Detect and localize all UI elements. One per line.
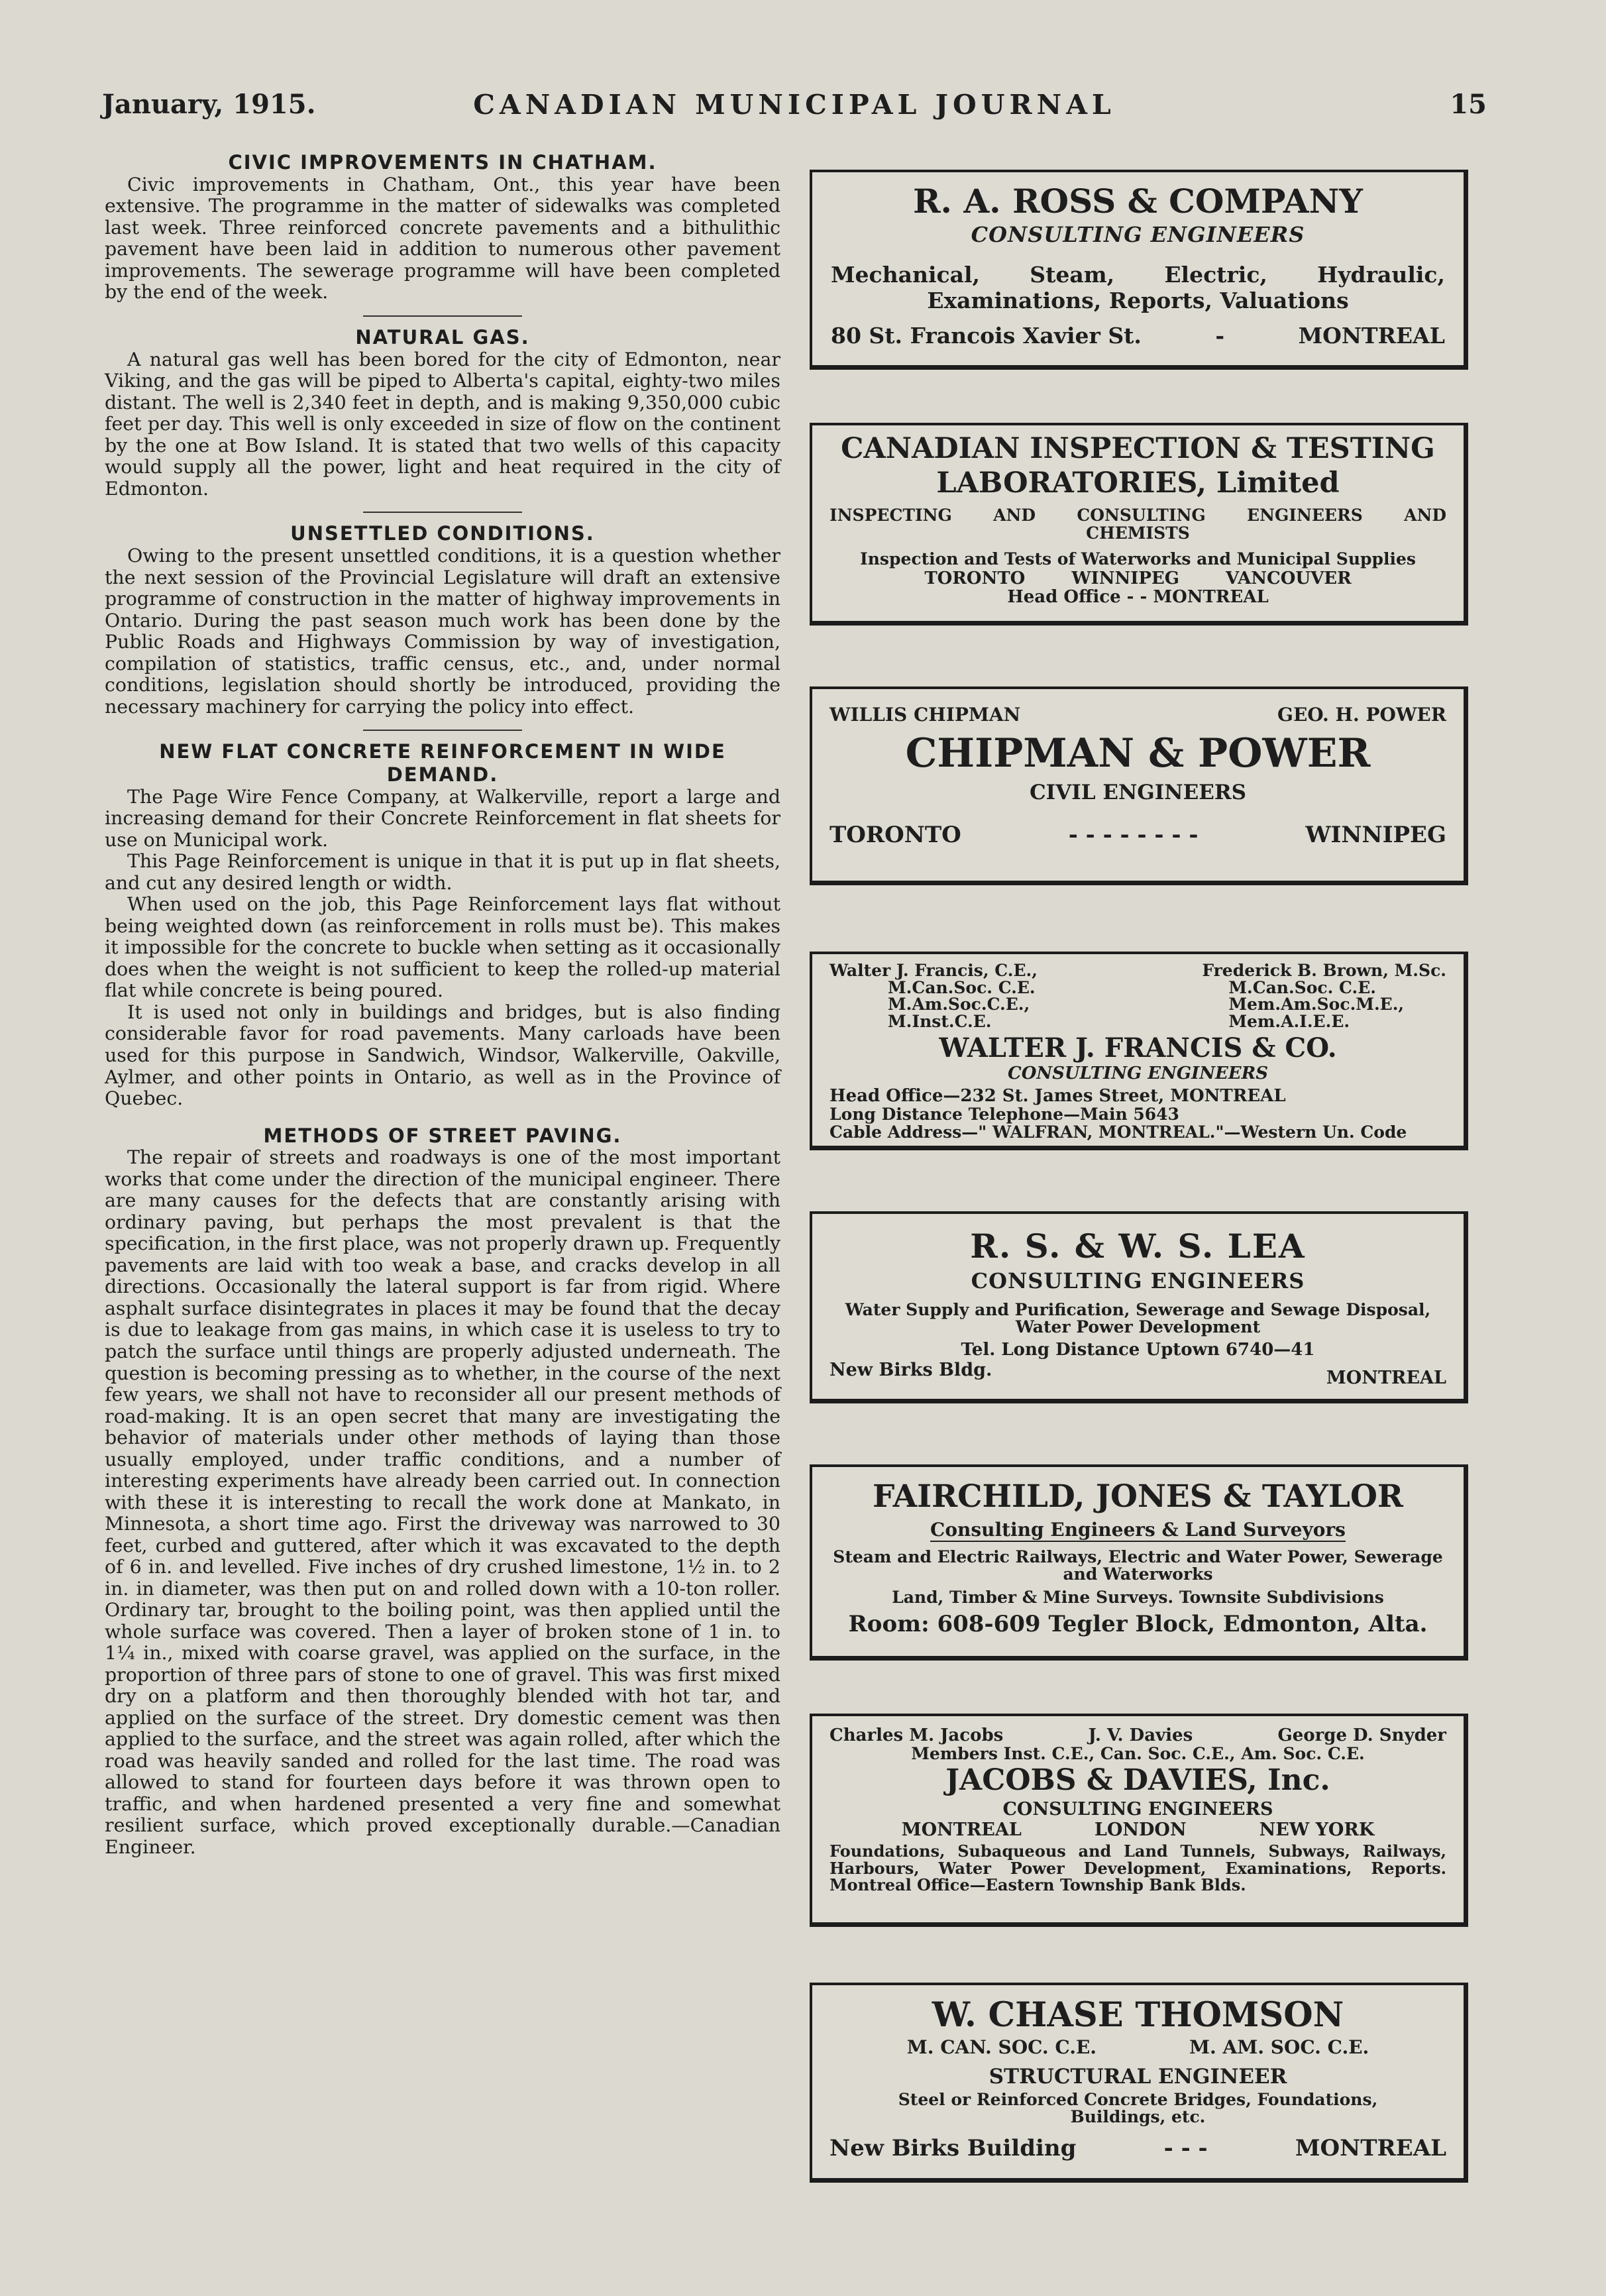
ad-city: TORONTO bbox=[924, 569, 1026, 589]
articles-column bbox=[105, 151, 780, 1858]
ad-services: Land, Timber & Mine Surveys. Townsite Subdivisions bbox=[892, 1587, 1384, 1607]
ad-city: NEW YORK bbox=[1259, 1820, 1375, 1841]
ad-partners bbox=[830, 962, 1446, 1030]
article-paragraph: Owing to the present unsettled conditions, it is a question whether the next session of the Provincial Legislature will draft an extensive programme of construction in the matter of highway improvements in Ontario. During the past season much work has been done by the Public Roads and Highways Commission by way of investigation, compilation of statistics, traffic census, etc., and, under normal conditions, legislation should shortly be introduced, providing the necessary machinery for carrying the policy into effect. bbox=[105, 545, 780, 718]
section-divider bbox=[363, 730, 522, 731]
ad-cities-row bbox=[830, 822, 1446, 848]
ad-credential: M. AM. SOC. C.E. bbox=[1189, 2036, 1369, 2058]
section-divider bbox=[363, 315, 522, 317]
article-paragraph: It is used not only in buildings and bridges, but is also finding considerable favor for road pavements. Many carloads have been used for this purpose in Sandwich, Windsor, Walkerville, Oakville, Aylmer, and other points in Ontario, as well as in the Province of Quebec. bbox=[105, 1001, 780, 1110]
ad-credential: M.Inst.C.E. bbox=[888, 1011, 992, 1031]
ad-partner-name: J. V. Davies bbox=[1088, 1725, 1193, 1745]
ad-address: New Birks Building bbox=[830, 2135, 1077, 2162]
ad-cities bbox=[830, 1820, 1446, 1840]
ad-services: CHEMISTS bbox=[1086, 523, 1190, 543]
ad-services: Foundations, Subaqueous and Land Tunnels, Subways, Railways, Harbours, Water Power Development, Examinations, Reports. Montreal Office—Eastern Township Bank Blds. bbox=[830, 1841, 1446, 1894]
ad-subtitle: Consulting Engineers & Land Surveyors bbox=[930, 1519, 1346, 1541]
ad-dashes: - - - - - - - - bbox=[1068, 822, 1199, 848]
ad-cities bbox=[830, 569, 1446, 588]
ad-address-row bbox=[830, 1360, 1446, 1388]
ad-firm-name: R. S. & W. S. LEA bbox=[970, 1227, 1306, 1266]
ad-services: Steel or Reinforced Concrete Bridges, Foundations, Buildings, etc. bbox=[898, 2089, 1378, 2126]
ad-address: 80 St. Francois Xavier St. bbox=[831, 323, 1142, 349]
ad-services: Water Supply and Purification, Sewerage and Sewage Disposal, Water Power Development bbox=[845, 1299, 1431, 1337]
ad-credential: Mem.Am.Soc.M.E., bbox=[1228, 995, 1405, 1014]
article-paragraph: This Page Reinforcement is unique in that it is put up in flat sheets, and cut any desired length or width. bbox=[105, 850, 780, 894]
article-paragraph: The repair of streets and roadways is one of the most important works that come under the direction of the municipal engineer. There are many causes for the defects that are constantly arising with ordinary paving, but perhaps the most prevalent is that the specification, in the first place, was not properly drawn up. Frequently pavements are laid with too weak a base, and cracks develop in all directions. Occasionally the lateral support is far from rigid. Where asphalt surface disintegrates in places it may be found that the decay is due to leakage from gas mains, in which case it is useless to try to patch the surface until things are properly adjusted underneath. The question is becoming pressing as to whether, in the course of the next few years, we shall not have to reconsider all our present methods of road-making. It is an open secret that many are investigating the behavior of materials under other methods of laying than those usually employed, under traffic conditions, and a number of interesting experiments have already been carried out. In connection with these it is interesting to recall the work done at Mankato, in Minnesota, a short time ago. First the driveway was narrowed to 30 feet, curbed and guttered, after which it was excavated to the depth of 6 in. and levelled. Five inches of dry crushed limestone, 1½ in. to 2 in. in diameter, was then put on and rolled down with a 10-ton roller. Ordinary tar, brought to the boiling point, was then applied until the whole surface was covered. Then a layer of broken stone of 1 in. to 1¼ in., mixed with coarse gravel, was applied on the surface, in the proportion of three pars of stone to one of gravel. This was first mixed dry on a platform and then thoroughly blended with hot tar, and applied on the surface of the street. Dry domestic cement was then applied to the surface, and the street was again rolled, after which the road was heavily sanded and rolled for the last time. The road was allowed to stand for fourteen days before it was thrown open to traffic, and when hardened presented a very fine and somewhat resilient surface, which proved exceptionally durable.—Canadian Engineer. bbox=[105, 1146, 780, 1858]
ad-partner-name: Charles M. Jacobs bbox=[830, 1725, 1004, 1745]
ad-city: MONTREAL bbox=[1298, 323, 1445, 349]
ad-services: Examinations, Reports, Valuations bbox=[927, 288, 1349, 313]
ad-phone: Long Distance Telephone—Main 5643 bbox=[830, 1105, 1179, 1124]
ad-subtitle: CONSULTING ENGINEERS bbox=[971, 222, 1305, 247]
ad-subtitle: CONSULTING ENGINEERS bbox=[971, 1268, 1305, 1293]
ad-firm-name: R. A. ROSS & COMPANY bbox=[912, 182, 1363, 221]
ad-head-office: Head Office—232 St. James Street, MONTREAL bbox=[830, 1086, 1286, 1106]
article-paragraph: Civic improvements in Chatham, Ont., this year have been extensive. The programme in the matter of sidewalks was completed last week. Three reinforced concrete pavements and a bithulithic pavement have been laid in addition to numerous other pavement improvements. The sewerage programme will have been completed by the end of the week. bbox=[105, 173, 780, 303]
ad-chase-thomson bbox=[810, 1983, 1468, 2183]
ad-city: WINNIPEG bbox=[1305, 822, 1446, 848]
journal-title: CANADIAN MUNICIPAL JOURNAL bbox=[473, 89, 1116, 121]
ad-city: LONDON bbox=[1094, 1820, 1187, 1841]
article-paragraph: The Page Wire Fence Company, at Walkerville, report a large and increasing demand for their Concrete Reinforcement in flat sheets for use on Municipal work. bbox=[105, 785, 780, 851]
ad-partner-name: Walter J. Francis, C.E., bbox=[830, 961, 1038, 980]
ad-credential: M.Am.Soc.C.E., bbox=[888, 995, 1030, 1014]
ad-services: Mechanical, Steam, Electric, Hydraulic, bbox=[831, 262, 1445, 288]
ad-firm-name: FAIRCHILD, JONES & TAYLOR bbox=[873, 1478, 1403, 1515]
ad-subtitle: CIVIL ENGINEERS bbox=[1030, 781, 1246, 804]
advertisements-column bbox=[810, 170, 1479, 2183]
ad-services: Steam and Electric Railways, Electric and Water Power, Sewerage and Waterworks bbox=[833, 1547, 1443, 1584]
ad-credential: M.Can.Soc. C.E. bbox=[888, 977, 1036, 997]
ad-credentials: Members Inst. C.E., Can. Soc. C.E., Am. Soc. C.E. bbox=[911, 1744, 1365, 1763]
article-title: METHODS OF STREET PAVING. bbox=[263, 1124, 622, 1147]
article-title: NATURAL GAS. bbox=[355, 325, 530, 349]
ad-partner-name: WILLIS CHIPMAN bbox=[830, 704, 1021, 726]
ad-address-row bbox=[830, 2135, 1446, 2161]
ad-credentials bbox=[830, 2036, 1446, 2058]
ad-city: MONTREAL bbox=[1326, 1368, 1446, 1388]
ad-dashes: - - - bbox=[1163, 2135, 1208, 2162]
ad-partner-name: George D. Snyder bbox=[1277, 1725, 1446, 1745]
ad-services: INSPECTING AND CONSULTING ENGINEERS AND bbox=[830, 506, 1446, 525]
ad-phone: Tel. Long Distance Uptown 6740—41 bbox=[961, 1340, 1315, 1360]
ad-city: VANCOUVER bbox=[1225, 569, 1352, 589]
ad-firm-name: CANADIAN INSPECTION & TESTING bbox=[841, 432, 1435, 465]
ad-firm-name: JACOBS & DAVIES, Inc. bbox=[945, 1763, 1330, 1797]
ad-city: WINNIPEG bbox=[1071, 569, 1179, 589]
article-paragraph: When used on the job, this Page Reinforcement lays flat without being weighted down (as reinforcement in rolls must be). This makes it impossible for the concrete to buckle when setting as it occasionally does when the weight is not sufficient to keep the rolled-up material flat while concrete is being poured. bbox=[105, 893, 780, 1002]
issue-date: January, 1915. bbox=[102, 89, 316, 120]
ad-firm-name: WALTER J. FRANCIS & CO. bbox=[939, 1032, 1337, 1064]
ad-dash: - bbox=[1215, 323, 1225, 349]
ad-partner-left bbox=[830, 962, 1038, 1030]
ad-address-row bbox=[831, 323, 1445, 349]
ad-city: MONTREAL bbox=[901, 1820, 1022, 1841]
ad-address: New Birks Bldg. bbox=[830, 1360, 992, 1380]
ad-walter-francis bbox=[810, 952, 1468, 1150]
ad-city: TORONTO bbox=[830, 822, 961, 848]
ad-subtitle: STRUCTURAL ENGINEER bbox=[989, 2064, 1287, 2089]
ad-partner-right bbox=[1202, 962, 1446, 1030]
ad-cable: Cable Address—" WALFRAN, MONTREAL."—Western Un. Code bbox=[830, 1122, 1407, 1142]
ad-firm-name: LABORATORIES, Limited bbox=[936, 466, 1340, 500]
ad-partners bbox=[830, 1725, 1446, 1745]
ad-ross bbox=[810, 170, 1468, 370]
ad-tests: Inspection and Tests of Waterworks and Municipal Supplies bbox=[860, 549, 1416, 569]
article-title: UNSETTLED CONDITIONS. bbox=[290, 522, 595, 545]
ad-subtitle: CONSULTING ENGINEERS bbox=[1002, 1799, 1273, 1820]
ad-partner-name: Frederick B. Brown, M.Sc. bbox=[1202, 961, 1446, 980]
ad-partners bbox=[830, 704, 1446, 726]
section-divider bbox=[363, 512, 522, 513]
ad-chipman-power bbox=[810, 686, 1468, 885]
ad-firm-name: CHIPMAN & POWER bbox=[905, 730, 1371, 777]
ad-credential: Mem.A.I.E.E. bbox=[1228, 1011, 1350, 1031]
ad-fairchild-jones-taylor bbox=[810, 1464, 1468, 1661]
ad-firm-name: W. CHASE THOMSON bbox=[932, 1995, 1344, 2035]
ad-credential: M. CAN. SOC. C.E. bbox=[906, 2036, 1097, 2058]
ad-head-office: Head Office - - MONTREAL bbox=[1007, 587, 1269, 608]
ad-credential: M.Can.Soc. C.E. bbox=[1228, 977, 1376, 997]
ad-canadian-inspection bbox=[810, 423, 1468, 626]
ad-jacobs-davies bbox=[810, 1714, 1468, 1927]
ad-subtitle: CONSULTING ENGINEERS bbox=[1008, 1064, 1268, 1083]
ad-partner-name: GEO. H. POWER bbox=[1277, 704, 1446, 726]
ad-address: Room: 608-609 Tegler Block, Edmonton, Alta. bbox=[848, 1610, 1428, 1637]
page-header bbox=[102, 89, 1487, 129]
article-paragraph: A natural gas well has been bored for the city of Edmonton, near Viking, and the gas will be piped to Alberta's capital, eighty-two miles distant. The well is 2,340 feet in depth, and is making 9,350,000 cubic feet per day. This well is only exceeded in size of flow on the continent by the one at Bow Island. It is stated that two wells of this capacity would supply all the power, light and heat required in the city of Edmonton. bbox=[105, 348, 780, 500]
page-number: 15 bbox=[1450, 89, 1487, 120]
ad-city: MONTREAL bbox=[1295, 2135, 1446, 2162]
ad-lea bbox=[810, 1211, 1468, 1403]
article-title: CIVIC IMPROVEMENTS IN CHATHAM. bbox=[228, 151, 657, 174]
article-title: NEW FLAT CONCRETE REINFORCEMENT IN WIDE DEMAND. bbox=[159, 740, 726, 787]
